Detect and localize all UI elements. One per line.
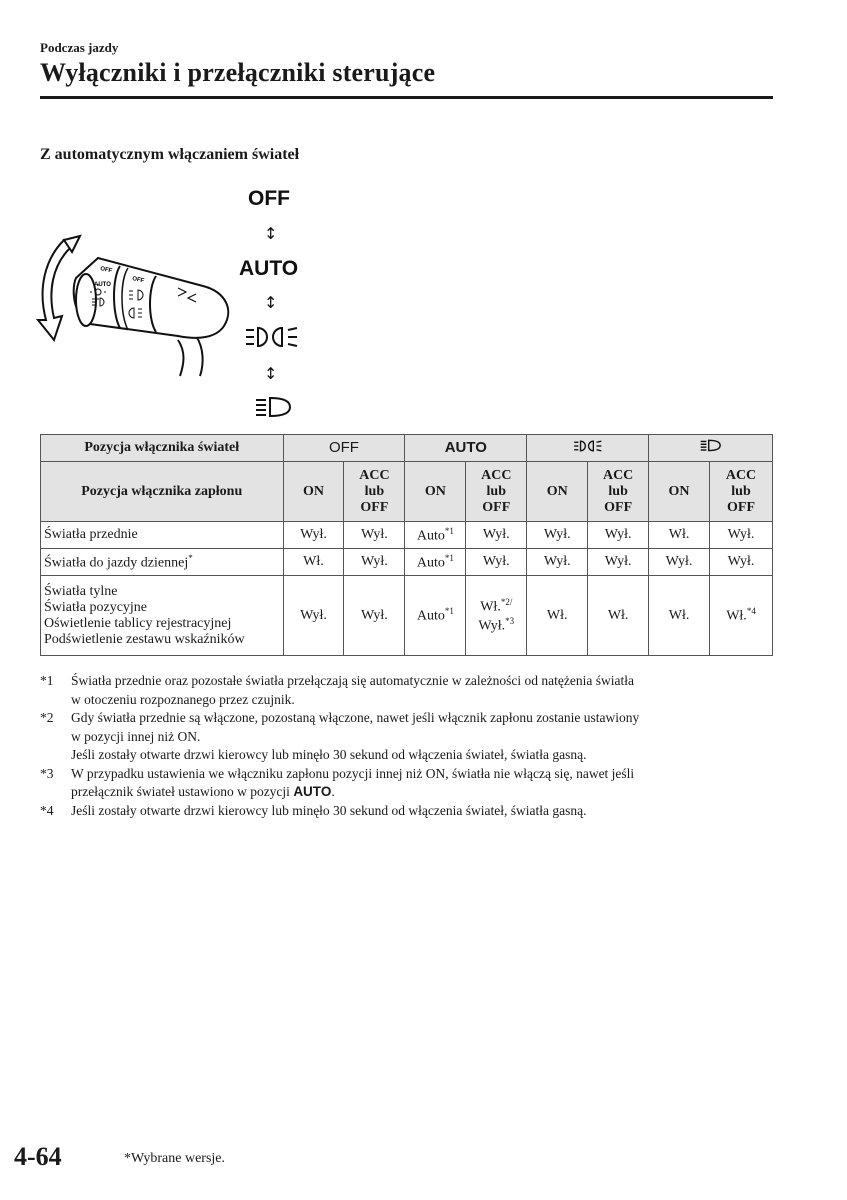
row-label	[41, 522, 284, 549]
footnote-text: Gdy światła przednie są włączone, pozostaną włączone, nawet jeśli włącznik zapłonu zostanie ustawiony w pozycji innej niż ON. Jeśli zostały otwarte drzwi kierowcy lub minęło 30 sekund od włączenia świateł, światła gasną.	[71, 710, 640, 762]
up-down-arrow-icon: ↕	[264, 293, 278, 312]
position-auto-label: AUTO	[239, 257, 299, 280]
table-row	[41, 576, 773, 656]
position-off-label: OFF	[248, 187, 290, 210]
ignition-on-header: ON	[527, 462, 588, 522]
table-cell: Wył.	[283, 522, 344, 549]
row-label-line: Podświetlenie zestawu wskaźników	[44, 631, 245, 647]
table-row	[41, 549, 773, 576]
table-cell: Wł.	[649, 522, 710, 549]
header-auto: AUTO	[405, 435, 527, 462]
ignition-acc-header: ACC lub OFF	[344, 462, 405, 522]
table-cell: Wł.	[527, 576, 588, 656]
footnote-mark: *4	[40, 802, 54, 818]
table-cell: Wył.	[344, 576, 405, 656]
table-cell: Wł.$^{*2/}$ Wył.$^{*3}$	[466, 576, 527, 656]
table-cell: Wył.	[588, 522, 649, 549]
table-cell: Wył.	[588, 549, 649, 576]
footnote-text: Jeśli zostały otwarte drzwi kierowcy lub minęło 30 sekund od włączenia świateł, światła gasną.	[71, 802, 587, 818]
footnote-mark: *1	[40, 673, 54, 688]
ignition-on-header: ON	[649, 462, 710, 522]
lights-table	[40, 434, 773, 656]
row-label	[41, 576, 284, 656]
headlights-symbol-icon	[254, 394, 294, 422]
ignition-acc-header: ACC lub OFF	[710, 462, 773, 522]
header-off: OFF	[283, 435, 405, 462]
title-divider	[40, 96, 773, 99]
sub-heading: Z automatycznym włączaniem świateł	[40, 146, 300, 163]
lever-off-label-1: OFF	[99, 266, 113, 275]
table-cell: Wył.	[527, 549, 588, 576]
footnote-ref: *	[188, 552, 193, 563]
table-cell: Wył.	[344, 549, 405, 576]
table-body	[41, 522, 773, 656]
ignition-on-header: ON	[405, 462, 466, 522]
footnote-ref: *1	[444, 606, 454, 617]
table-cell: Auto$^{*1}$	[405, 522, 466, 549]
table-cell: Wł.	[588, 576, 649, 656]
table-cell: Wył.	[527, 522, 588, 549]
table-cell: Auto$^{*1}$	[405, 576, 466, 656]
footnote-ref: *3	[505, 615, 515, 626]
light-switch-position-header: Pozycja włącznika świateł	[41, 435, 284, 462]
ignition-acc-header: ACC lub OFF	[466, 462, 527, 522]
footnote-mark: *2	[40, 710, 54, 725]
ignition-acc-header: ACC lub OFF	[588, 462, 649, 522]
footnote-mark: *3	[40, 765, 54, 781]
header-parking-lights	[527, 435, 649, 462]
page-number: 4-64	[14, 1142, 62, 1171]
header-headlights	[649, 435, 773, 462]
footnote-ref: *4	[746, 606, 756, 617]
row-label-line: Oświetlenie tablicy rejestracyjnej	[44, 615, 232, 631]
page-title: Wyłączniki i przełączniki sterujące	[40, 58, 436, 87]
table-cell: Wł.$^{*4}$	[710, 576, 773, 656]
table-cell: Wł.	[283, 549, 344, 576]
table-cell: Wł.	[649, 576, 710, 656]
table-cell: Wył.	[710, 549, 773, 576]
footnote-ref: *1	[444, 525, 454, 536]
footnote-item	[40, 802, 773, 821]
ignition-position-header: Pozycja włącznika zapłonu	[41, 462, 284, 522]
row-label-line: Światła do jazdy dziennej	[44, 555, 189, 571]
footnote-text: Światła przednie oraz pozostałe światła przełączają się automatycznie w zależności od natężenia światła w otoczeniu rozpoznanego przez czujnik.	[71, 673, 634, 707]
footnote-item	[40, 765, 773, 802]
row-label	[41, 549, 284, 576]
up-down-arrow-icon: ↕	[264, 364, 278, 383]
table-cell: Wył.	[649, 549, 710, 576]
rotation-arrow-icon	[38, 240, 70, 340]
section-label: Podczas jazdy	[40, 40, 119, 55]
table-cell: Wył.	[283, 576, 344, 656]
row-label-line: Światła pozycyjne	[44, 599, 148, 615]
footnote-text: W przypadku ustawienia we włączniku zapłonu pozycji innej niż ON, światła nie włączą się, nawet jeśli przełącznik świateł ustawiono w pozycji AUTO.	[71, 765, 635, 799]
table-cell: Wył.	[466, 549, 527, 576]
footnote-ref: *2/	[500, 596, 513, 607]
parking-lights-symbol-icon	[570, 438, 606, 454]
row-label-line: Światła przednie	[44, 527, 138, 542]
table-cell: Auto$^{*1}$	[405, 549, 466, 576]
footnote-ref: *1	[444, 552, 454, 563]
table-row	[41, 522, 773, 549]
up-down-arrow-icon: ↕	[264, 224, 278, 243]
headlights-symbol-icon	[699, 438, 723, 454]
footnote-item	[40, 709, 773, 765]
row-label-line: Światła tylne	[44, 583, 118, 599]
table-cell: Wył.	[710, 522, 773, 549]
table-cell: Wył.	[466, 522, 527, 549]
footer-note: *Wybrane wersje.	[124, 1151, 226, 1166]
ignition-on-header: ON	[283, 462, 344, 522]
light-switch-lever-illustration	[28, 228, 240, 378]
footnote-item	[40, 672, 773, 709]
footnotes	[40, 672, 773, 820]
lever-off-label-2: OFF	[131, 276, 145, 285]
lever-auto-label: AUTO	[94, 282, 111, 288]
parking-lights-symbol-icon	[244, 322, 300, 352]
table-cell: Wył.	[344, 522, 405, 549]
